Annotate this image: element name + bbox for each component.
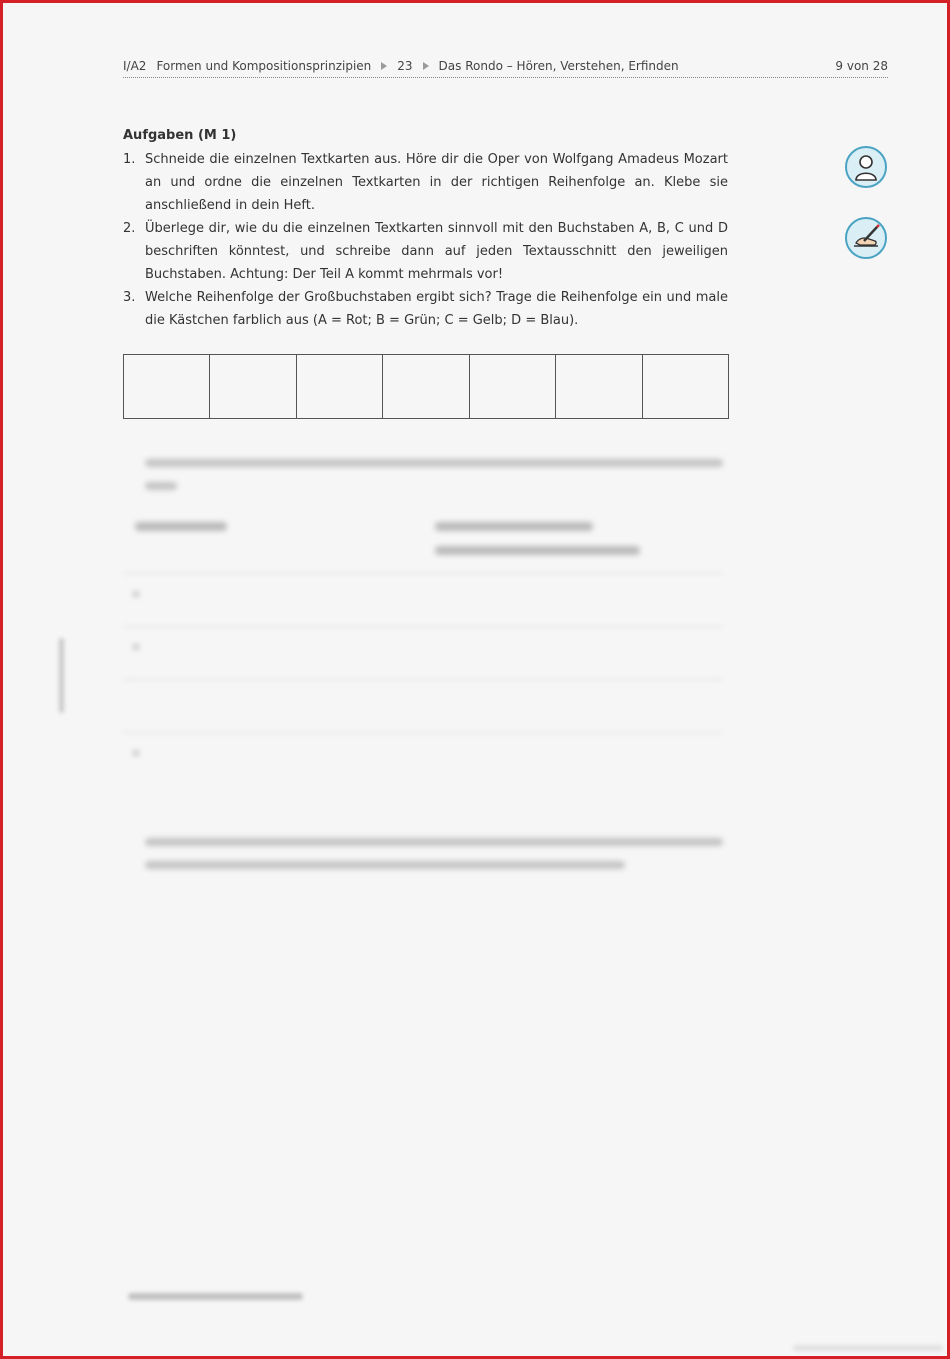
- answer-box[interactable]: [210, 355, 296, 418]
- page-number: 9 von 28: [835, 59, 888, 73]
- task-item: [123, 148, 728, 217]
- answer-box[interactable]: [383, 355, 469, 418]
- blurred-row-marker: [133, 591, 139, 597]
- blurred-row-marker: [133, 644, 139, 650]
- task-number: 2.: [123, 221, 136, 236]
- letter-order-boxes: [123, 354, 729, 419]
- header-unit: 23: [397, 59, 413, 73]
- answer-box[interactable]: [297, 355, 383, 418]
- blurred-row-line: [123, 679, 723, 680]
- person-icon: [845, 146, 887, 188]
- blurred-text-line: [145, 861, 625, 869]
- blurred-header: [135, 522, 227, 531]
- blurred-header: [435, 522, 593, 531]
- writing-hand-icon: [845, 217, 887, 259]
- page-header: [123, 55, 888, 78]
- header-chapter: Formen und Kompositionsprinzipien: [156, 59, 372, 73]
- header-section: I/A2: [123, 59, 147, 73]
- answer-box[interactable]: [124, 355, 210, 418]
- task-item: [123, 286, 728, 332]
- blurred-header: [435, 546, 640, 555]
- tasks-title: Aufgaben (M 1): [123, 128, 237, 143]
- answer-box[interactable]: [470, 355, 556, 418]
- task-number: 1.: [123, 152, 136, 167]
- task-list: [123, 124, 728, 332]
- blurred-row-line: [123, 732, 723, 733]
- breadcrumb-arrow-icon: [381, 62, 387, 70]
- answer-box[interactable]: [643, 355, 728, 418]
- task-text: Überlege dir, wie du die einzelnen Textkarten sinnvoll mit den Buchstaben A, B, C und D beschriften könntest, und schreibe dann auf jeden Textausschnitt den jeweiligen Buchstaben. Achtung: Der Teil A kommt mehrmals vor!: [145, 221, 728, 282]
- blurred-content: [123, 451, 728, 884]
- blurred-corner-text: [793, 1345, 943, 1351]
- breadcrumb-arrow-icon: [423, 62, 429, 70]
- blurred-row-line: [123, 573, 723, 574]
- blurred-row-marker: [133, 750, 139, 756]
- header-topic: Das Rondo – Hören, Verstehen, Erfinden: [438, 59, 679, 73]
- answer-box[interactable]: [556, 355, 642, 418]
- blurred-text-line: [145, 482, 177, 490]
- task-text: Schneide die einzelnen Textkarten aus. Höre dir die Oper von Wolfgang Amadeus Mozart an und ordne die einzelnen Textkarten in der richtigen Reihenfolge an. Klebe sie anschließend in dein Heft.: [145, 152, 728, 213]
- blurred-footer: [128, 1293, 303, 1300]
- blurred-text-line: [145, 459, 723, 467]
- blurred-text-line: [145, 838, 723, 846]
- blurred-row-line: [123, 626, 723, 627]
- blurred-side-text: [59, 638, 64, 713]
- task-number: 3.: [123, 290, 136, 305]
- task-item: [123, 217, 728, 286]
- blurred-table: [123, 508, 728, 778]
- task-text: Welche Reihenfolge der Großbuchstaben ergibt sich? Trage die Reihenfolge ein und male die Kästchen farblich aus (A = Rot; B = Grün; C = Gelb; D = Blau).: [145, 290, 728, 328]
